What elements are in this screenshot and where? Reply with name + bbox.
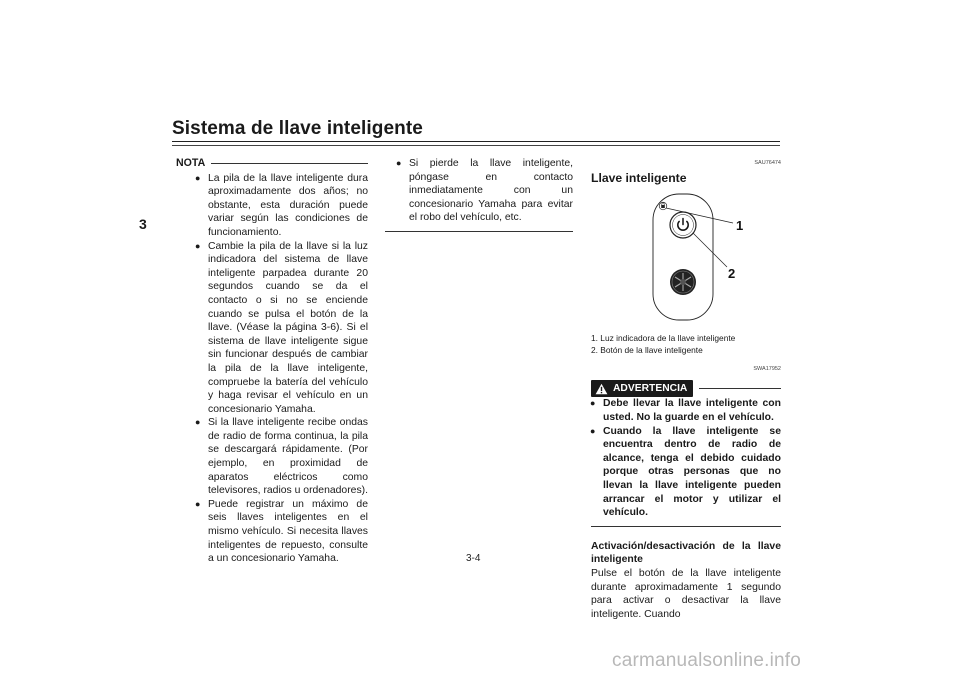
note-list xyxy=(196,172,368,566)
note-item: ● La pila de la llave inteligente dura aproximadamente dos años; no obstante, esta duración puede variar según las condiciones de funcionamiento. xyxy=(196,172,368,240)
callout-2: 2 xyxy=(728,266,736,282)
power-button-icon xyxy=(670,212,696,238)
warning-item: ● Debe llevar la llave inteligente con usted. No la guarde en el vehículo. xyxy=(591,397,781,424)
page-title: Sistema de llave inteligente xyxy=(172,118,423,139)
warning-code: SWA17952 xyxy=(753,366,781,373)
warning-badge xyxy=(591,380,693,398)
warning-end-rule xyxy=(591,526,781,527)
warning-triangle-icon xyxy=(595,383,608,395)
warning-label: ADVERTENCIA xyxy=(613,382,688,394)
note-item: ● Si pierde la llave inteligente, póngase en contacto inmediatamente con un concesionario Yamaha para evitar el robo del vehículo, etc. xyxy=(397,157,573,225)
warning-item: ● Cuando la llave inteligente se encuentra dentro de radio de alcance, tenga el debido cuidado porque otras personas que no llevan la llave inteligente pueden arrancar el motor y utilizar el vehículo. xyxy=(591,425,781,520)
warning-list xyxy=(591,397,781,519)
column-left xyxy=(176,157,368,566)
smart-key-illustration xyxy=(591,185,781,333)
indicator-light-icon xyxy=(659,202,667,210)
warning-header-rule xyxy=(699,388,781,389)
chapter-number: 3 xyxy=(139,216,147,232)
watermark: carmanualsonline.info xyxy=(612,650,802,671)
smart-key-figure xyxy=(591,185,781,333)
activation-subheading: Activación/desactivación de la llave inteligente xyxy=(591,540,781,566)
note-item: ● Puede registrar un máximo de seis llaves inteligentes en el mismo vehículo. Si necesita llaves inteligentes de repuesto, consulte a un concesionario Yamaha. xyxy=(196,498,368,566)
warning-header xyxy=(591,380,781,398)
note-item: ● Si la llave inteligente recibe ondas de radio de forma continua, la pila se descargará rápidamente. (Por ejemplo, en proximidad de aparatos eléctricos como televisores, radios u ordenadores). xyxy=(196,416,368,498)
activation-body: Pulse el botón de la llave inteligente durante aproximadamente 1 segundo para activar o desactivar la llave inteligente. Cuando xyxy=(591,567,781,620)
yamaha-emblem-icon xyxy=(670,269,696,295)
note-item: ● Cambie la pila de la llave si la luz indicadora del sistema de llave inteligente parpadea durante 20 segundos cuando se da el contacto o si no se enciende cuando se pulsa el botón de la llave. (Véase la página 3-6). Si el sistema de llave inteligente sigue sin funcionar después de cambiar la pila de la llave inteligente, compruebe la batería del vehículo y haga revisar el vehículo en un concesionario Yamaha. xyxy=(196,240,368,417)
column-middle xyxy=(397,157,573,232)
column-right xyxy=(591,157,781,621)
title-rule xyxy=(172,141,780,142)
note-list-continued xyxy=(397,157,573,225)
title-rule-thin xyxy=(172,145,780,146)
note-header-rule xyxy=(211,163,368,164)
figure-caption-1: 1. Luz indicadora de la llave inteligente xyxy=(591,333,736,344)
section-title: Llave inteligente xyxy=(591,170,687,185)
figure-caption-2: 2. Botón de la llave inteligente xyxy=(591,344,703,355)
note-label: NOTA xyxy=(176,157,206,169)
page-number: 3-4 xyxy=(466,553,481,564)
note-end-rule xyxy=(385,231,573,232)
note-header xyxy=(176,157,368,171)
section-code: SAU76474 xyxy=(754,160,781,166)
callout-1: 1 xyxy=(736,218,744,234)
